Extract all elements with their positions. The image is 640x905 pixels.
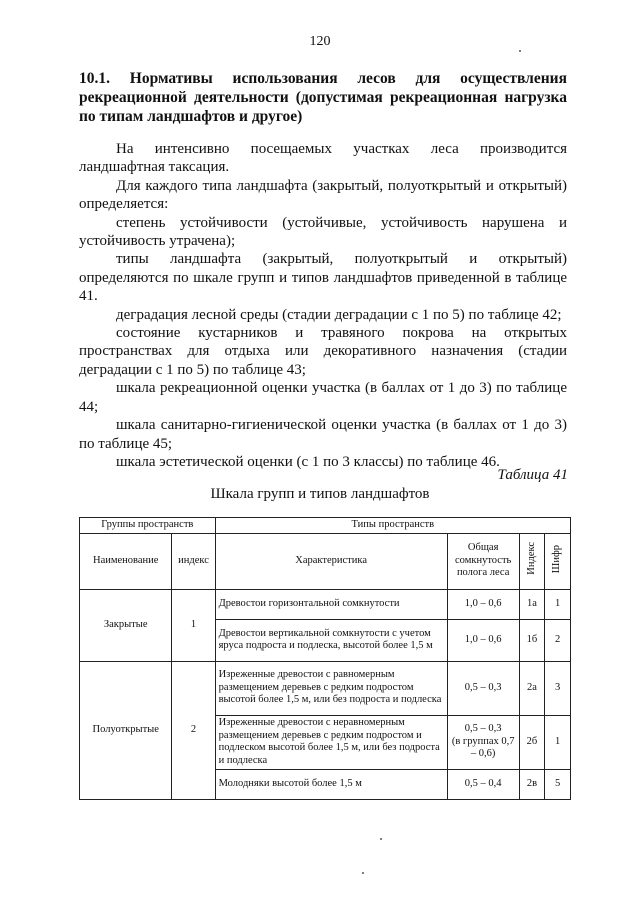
scan-speck	[519, 50, 521, 52]
characteristic-cell: Изреженные древостои с равномерным размещением деревьев с редким подростом высотой более 1,5 м, или без подроста и подлеска	[215, 661, 447, 715]
col-header-index: индекс	[172, 533, 215, 589]
paragraph: состояние кустарников и травяного покрова на открытых пространствах для отдыха или декоративного назначения (стадии деградации с 1 по 5) по таблице 43;	[79, 325, 567, 378]
body-text	[79, 140, 567, 471]
group-name-cell: Закрытые	[80, 589, 172, 661]
col-header-idx2	[519, 533, 545, 589]
density-cell: 1,0 – 0,6	[447, 619, 519, 661]
page-number: 120	[309, 34, 331, 49]
code-cell: 1	[545, 589, 571, 619]
col-header-idx2-text: Индекс	[525, 542, 537, 576]
density-cell: 0,5 – 0,3	[447, 661, 519, 715]
idx-cell: 1а	[519, 589, 545, 619]
paragraph: Для каждого типа ландшафта (закрытый, полуоткрытый и открытый) определяется:	[79, 177, 567, 213]
scan-speck	[380, 838, 382, 840]
table-title: Шкала групп и типов ландшафтов	[210, 486, 430, 502]
paragraph: типы ландшафта (закрытый, полуоткрытый и открытый) определяются по шкале групп и типов ландшафтов приведенной в таблице 41.	[79, 251, 567, 305]
density-cell: 0,5 – 0,4	[447, 769, 519, 799]
paragraph: На интенсивно посещаемых участках леса производится ландшафтная таксация.	[79, 141, 567, 176]
paragraph: деградация лесной среды (стадии деградации с 1 по 5) по таблице 42;	[116, 306, 562, 323]
idx-cell: 1б	[519, 619, 545, 661]
density-cell: 0,5 – 0,3 (в группах 0,7 – 0,6)	[447, 715, 519, 769]
col-header-characteristic: Характеристика	[215, 533, 447, 589]
idx-cell: 2а	[519, 661, 545, 715]
code-cell: 1	[545, 715, 571, 769]
col-header-code-text: Шифр	[551, 544, 563, 573]
scan-speck	[362, 872, 364, 874]
table-row	[80, 589, 571, 619]
paragraph: шкала эстетической оценки (с 1 по 3 классы) по таблице 46.	[116, 453, 500, 470]
idx-cell: 2б	[519, 715, 545, 769]
code-cell: 3	[545, 661, 571, 715]
characteristic-cell: Молодняки высотой более 1,5 м	[215, 769, 447, 799]
idx-cell: 2в	[519, 769, 545, 799]
landscape-types-table	[79, 517, 571, 800]
density-cell: 1,0 – 0,6	[447, 589, 519, 619]
col-header-code	[545, 533, 571, 589]
table-row	[80, 661, 571, 715]
paragraph: шкала санитарно-гигиенической оценки участка (в баллах от 1 до 3) по таблице 45;	[79, 417, 567, 452]
group-header-left: Группы пространств	[80, 518, 216, 534]
characteristic-cell: Древостои горизонтальной сомкнутости	[215, 589, 447, 619]
group-index-cell: 2	[172, 661, 215, 799]
characteristic-cell: Древостои вертикальной сомкнутости с учетом яруса подроста и подлеска, высотой более 1,5 м	[215, 619, 447, 661]
group-header-right: Типы пространств	[215, 518, 570, 534]
section-heading: 10.1. Нормативы использования лесов для осуществления рекреационной деятельности (допустимая рекреационная нагрузка по типам ландшафтов и другое)	[79, 70, 567, 125]
table-caption: Таблица 41	[497, 467, 568, 483]
code-cell: 5	[545, 769, 571, 799]
col-header-density: Общая сомкнутость полога леса	[447, 533, 519, 589]
group-name-cell: Полуоткрытые	[80, 661, 172, 799]
col-header-name: Наименование	[80, 533, 172, 589]
group-index-cell: 1	[172, 589, 215, 661]
characteristic-cell: Изреженные древостои с неравномерным размещением деревьев с редким подростом и подлеском высотой более 1,5 м, или без подроста и подлеска	[215, 715, 447, 769]
paragraph: шкала рекреационной оценки участка (в баллах от 1 до 3) по таблице 44;	[79, 380, 567, 415]
code-cell: 2	[545, 619, 571, 661]
paragraph: степень устойчивости (устойчивые, устойчивость нарушена и устойчивость утрачена);	[79, 214, 567, 250]
